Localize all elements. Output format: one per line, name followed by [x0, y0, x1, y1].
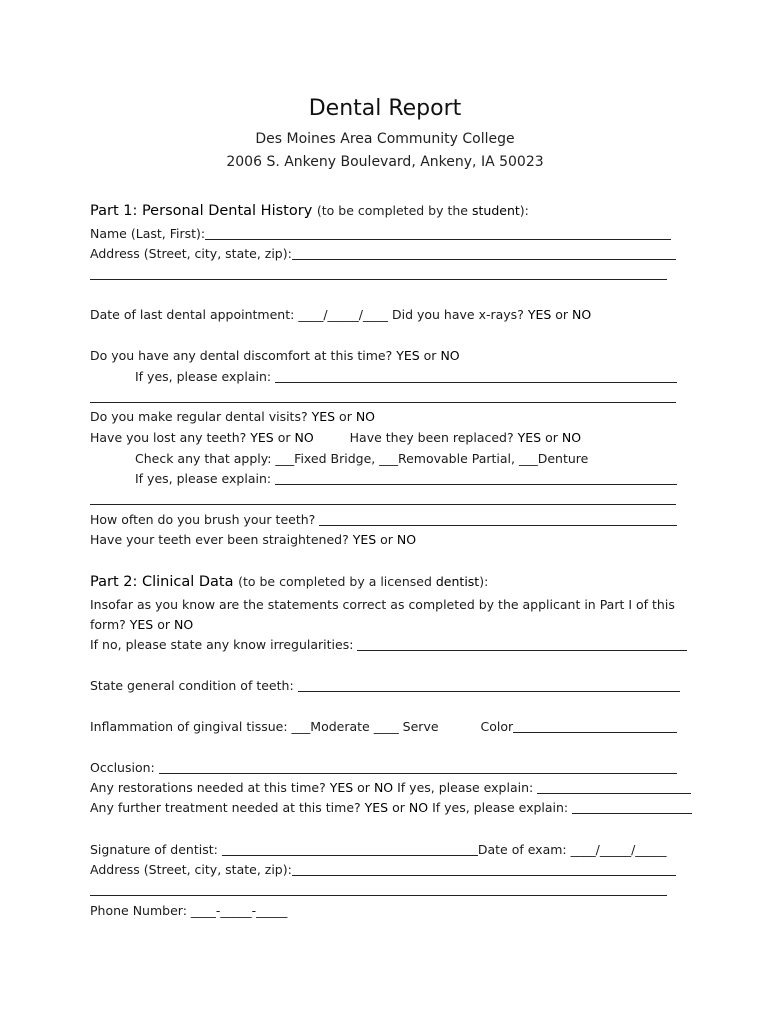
discomfort-no[interactable]: NO — [440, 348, 460, 363]
signature-line[interactable] — [222, 843, 478, 856]
page-title: Dental Report — [308, 96, 462, 121]
discomfort-explain[interactable]: If yes, please explain: — [135, 369, 677, 385]
straightened-yes[interactable]: YES — [352, 532, 377, 547]
college-address: 2006 S. Ankeny Boulevard, Ankeny, IA 50023 — [226, 154, 544, 170]
restorations-row: Any restorations needed at this time? YES or NO If yes, please explain: — [90, 780, 691, 796]
insofar-yes[interactable]: YES — [129, 617, 154, 632]
inflammation-row[interactable]: Inflammation of gingival tissue: ___Moderate ____ Serve Color — [90, 719, 677, 735]
brush-row[interactable]: How often do you brush your teeth? — [90, 512, 677, 528]
insofar-no[interactable]: NO — [174, 617, 194, 632]
further-treatment-row: Any further treatment needed at this time? YES or NO If yes, please explain: — [90, 800, 692, 816]
insofar-answer: form? YES or NO — [90, 617, 194, 632]
lost-teeth-explain-line2[interactable] — [90, 504, 676, 505]
address-line-2[interactable] — [90, 279, 667, 280]
lost-teeth-no[interactable]: NO — [294, 430, 314, 445]
address-field[interactable]: Address (Street, city, state, zip): — [90, 246, 676, 262]
straightened-row: Have your teeth ever been straightened? YES or NO — [90, 532, 417, 547]
straightened-no[interactable]: NO — [396, 532, 417, 547]
discomfort-row: Do you have any dental discomfort at this time? YES or NO — [90, 348, 460, 363]
replaced-no[interactable]: NO — [561, 430, 582, 445]
signature-row[interactable]: Signature of dentist: Date of exam: ____/_____/_____ — [90, 842, 667, 857]
general-condition-row[interactable]: State general condition of teeth: — [90, 678, 680, 694]
lost-teeth-row: Have you lost any teeth? YES or NO Have they been replaced? YES or NO — [90, 430, 582, 445]
xray-yes[interactable]: YES — [527, 307, 552, 322]
last-appointment-date[interactable]: ____/_____/____ — [298, 307, 388, 322]
part2-heading: Part 2: Clinical Data (to be completed by a licensed dentist): — [90, 574, 489, 590]
further-treatment-no[interactable]: NO — [408, 800, 429, 815]
name-input-line[interactable] — [205, 227, 671, 240]
dentist-address-line2[interactable] — [90, 895, 667, 896]
name-field[interactable]: Name (Last, First): — [90, 226, 671, 242]
xray-no[interactable]: NO — [572, 307, 592, 322]
discomfort-explain-line2[interactable] — [90, 402, 676, 403]
phone-number[interactable]: Phone Number: ____-_____-_____ — [90, 903, 288, 918]
lost-teeth-explain[interactable]: If yes, please explain: — [135, 471, 677, 487]
discomfort-yes[interactable]: YES — [396, 348, 420, 363]
check-apply[interactable]: Check any that apply: ___Fixed Bridge, ___Removable Partial, ___Denture — [135, 451, 589, 466]
address-input-line[interactable] — [292, 247, 676, 260]
college-name: Des Moines Area Community College — [255, 131, 515, 147]
last-appointment-row: Date of last dental appointment: ____/_____/____ Did you have x-rays? YES or NO — [90, 307, 592, 322]
regular-visits-no[interactable]: NO — [355, 409, 376, 424]
regular-visits-row: Do you make regular dental visits? YES or NO — [90, 409, 376, 424]
restorations-no[interactable]: NO — [373, 780, 394, 795]
date-of-exam[interactable]: Date of exam: ____/_____/_____ — [477, 842, 667, 857]
part1-heading: Part 1: Personal Dental History (to be completed by the student): — [90, 203, 529, 219]
regular-visits-yes[interactable]: YES — [311, 409, 336, 424]
further-treatment-yes[interactable]: YES — [364, 800, 389, 815]
insofar-text: Insofar as you know are the statements correct as completed by the applicant in Part I of this — [90, 597, 675, 612]
occlusion-row[interactable]: Occlusion: — [90, 760, 677, 776]
irregularities-row[interactable]: If no, please state any know irregularities: — [90, 637, 687, 653]
dentist-address-row[interactable]: Address (Street, city, state, zip): — [90, 862, 676, 878]
restorations-yes[interactable]: YES — [329, 780, 354, 795]
replaced-yes[interactable]: YES — [517, 430, 542, 445]
lost-teeth-yes[interactable]: YES — [250, 430, 274, 445]
